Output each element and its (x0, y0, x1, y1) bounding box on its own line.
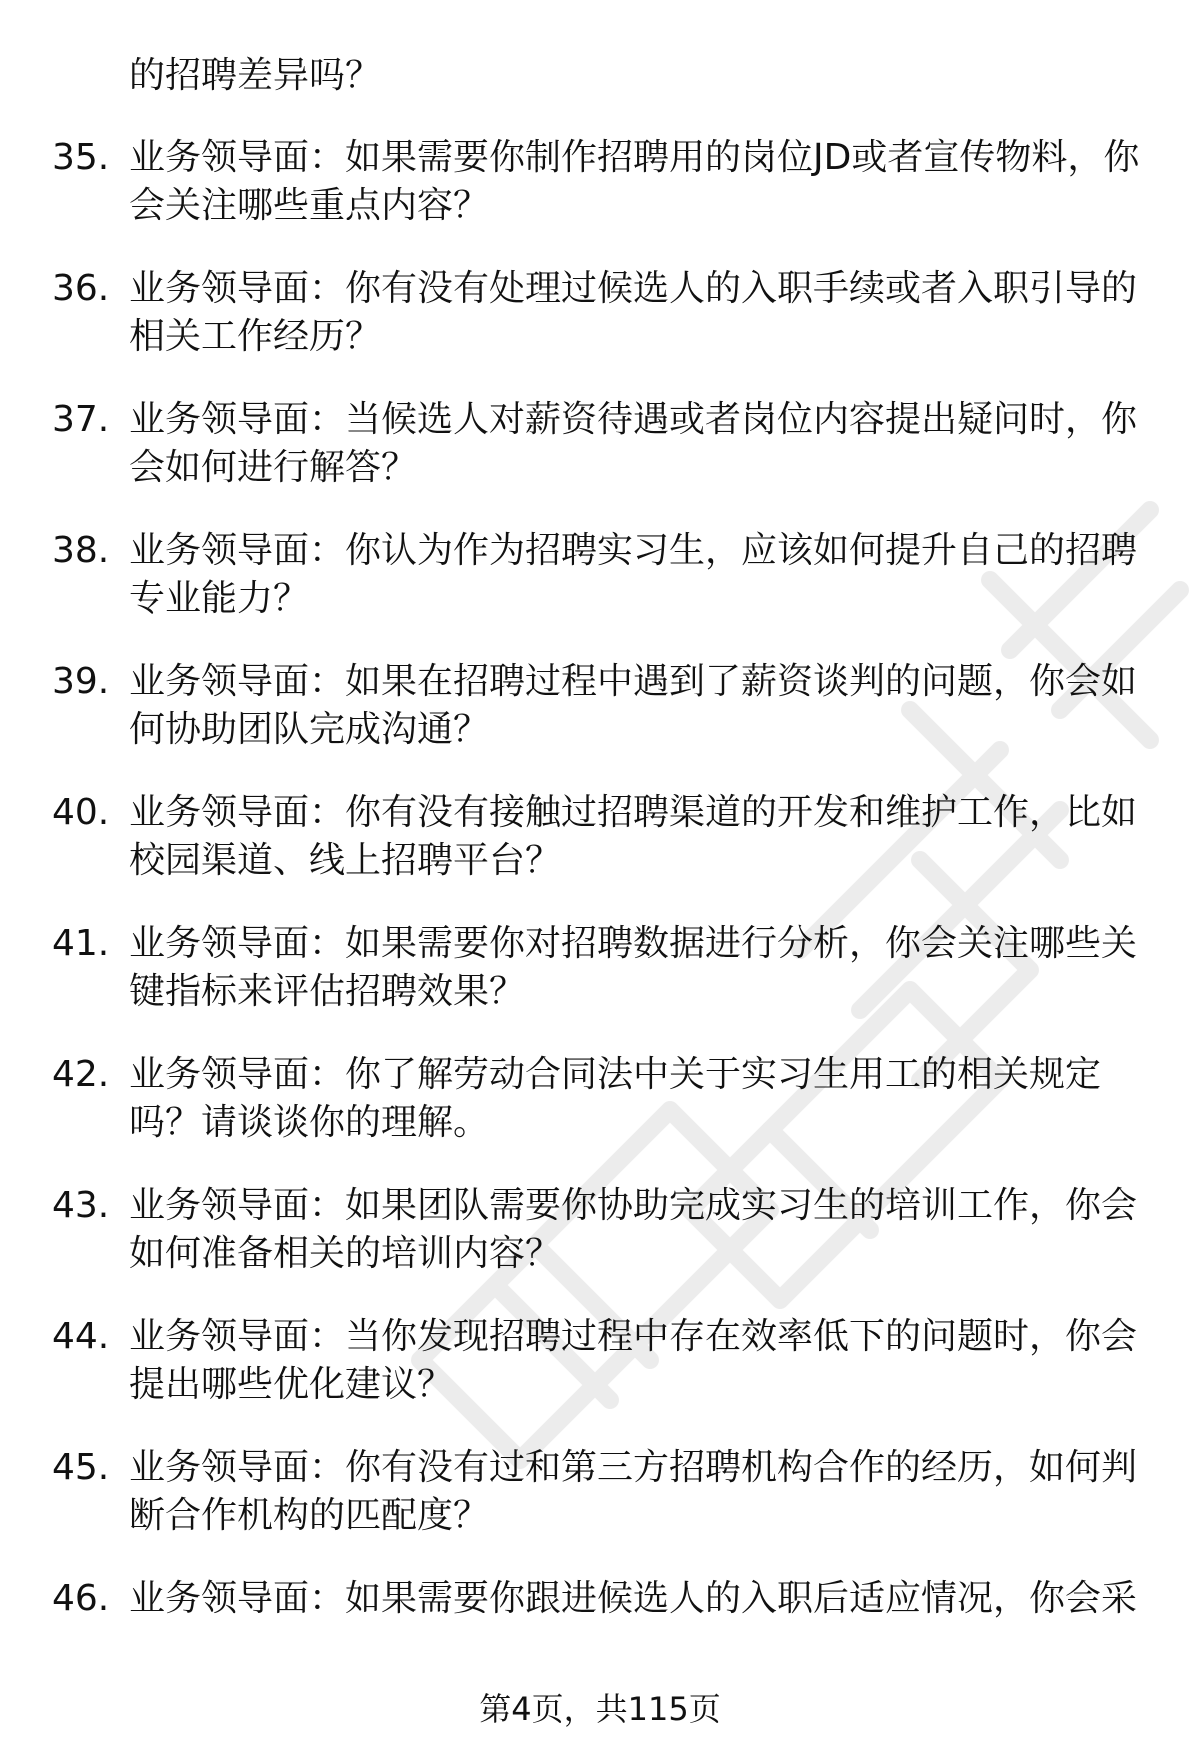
question-number: 38. (52, 530, 110, 571)
question-text: 业务领导面：如果需要你制作招聘用的岗位JD或者宣传物料，你会关注哪些重点内容？ (129, 137, 1140, 226)
question-text: 业务领导面：如果团队需要你协助完成实习生的培训工作，你会如何准备相关的培训内容？ (129, 1185, 1138, 1274)
question-list (52, 52, 1142, 1658)
page-footer: 第4页，共115页 (479, 1690, 721, 1728)
question-number: 46. (52, 1578, 110, 1619)
question-item-43 (52, 1182, 1142, 1278)
question-number: 37. (52, 399, 110, 440)
question-number: 45. (52, 1447, 110, 1488)
question-text: 业务领导面：如果在招聘过程中遇到了薪资谈判的问题，你会如何协助团队完成沟通？ (129, 661, 1138, 750)
continued-question-text: 的招聘差异吗？ (129, 55, 382, 96)
question-item-39 (52, 658, 1142, 754)
question-text: 业务领导面：当你发现招聘过程中存在效率低下的问题时，你会提出哪些优化建议？ (129, 1316, 1138, 1405)
question-number: 41. (52, 923, 110, 964)
question-item-44 (52, 1313, 1142, 1409)
question-item-46 (52, 1575, 1142, 1623)
question-text: 业务领导面：你有没有过和第三方招聘机构合作的经历，如何判断合作机构的匹配度？ (129, 1447, 1138, 1536)
question-text: 业务领导面：你有没有处理过候选人的入职手续或者入职引导的相关工作经历？ (129, 268, 1138, 357)
question-number: 42. (52, 1054, 110, 1095)
question-number: 44. (52, 1316, 110, 1357)
question-text: 业务领导面：如果需要你对招聘数据进行分析，你会关注哪些关键指标来评估招聘效果？ (129, 923, 1138, 1012)
question-number: 35. (52, 137, 110, 178)
question-item-40 (52, 789, 1142, 885)
question-text: 业务领导面：你有没有接触过招聘渠道的开发和维护工作，比如校园渠道、线上招聘平台？ (129, 792, 1138, 881)
question-text: 业务领导面：当候选人对薪资待遇或者岗位内容提出疑问时，你会如何进行解答？ (129, 399, 1138, 488)
question-item-38 (52, 527, 1142, 623)
question-number: 36. (52, 268, 110, 309)
question-item-45 (52, 1444, 1142, 1540)
question-item-42 (52, 1051, 1142, 1147)
question-text: 业务领导面：你了解劳动合同法中关于实习生用工的相关规定吗？请谈谈你的理解。 (129, 1054, 1102, 1143)
question-item-37 (52, 396, 1142, 492)
question-item-41 (52, 920, 1142, 1016)
question-text: 业务领导面：你认为作为招聘实习生，应该如何提升自己的招聘专业能力？ (129, 530, 1138, 619)
question-item-36 (52, 265, 1142, 361)
question-number: 40. (52, 792, 110, 833)
question-text: 业务领导面：如果需要你跟进候选人的入职后适应情况，你会采 (129, 1578, 1138, 1619)
question-number: 39. (52, 661, 110, 702)
question-item-35 (52, 134, 1142, 230)
question-number: 43. (52, 1185, 110, 1226)
